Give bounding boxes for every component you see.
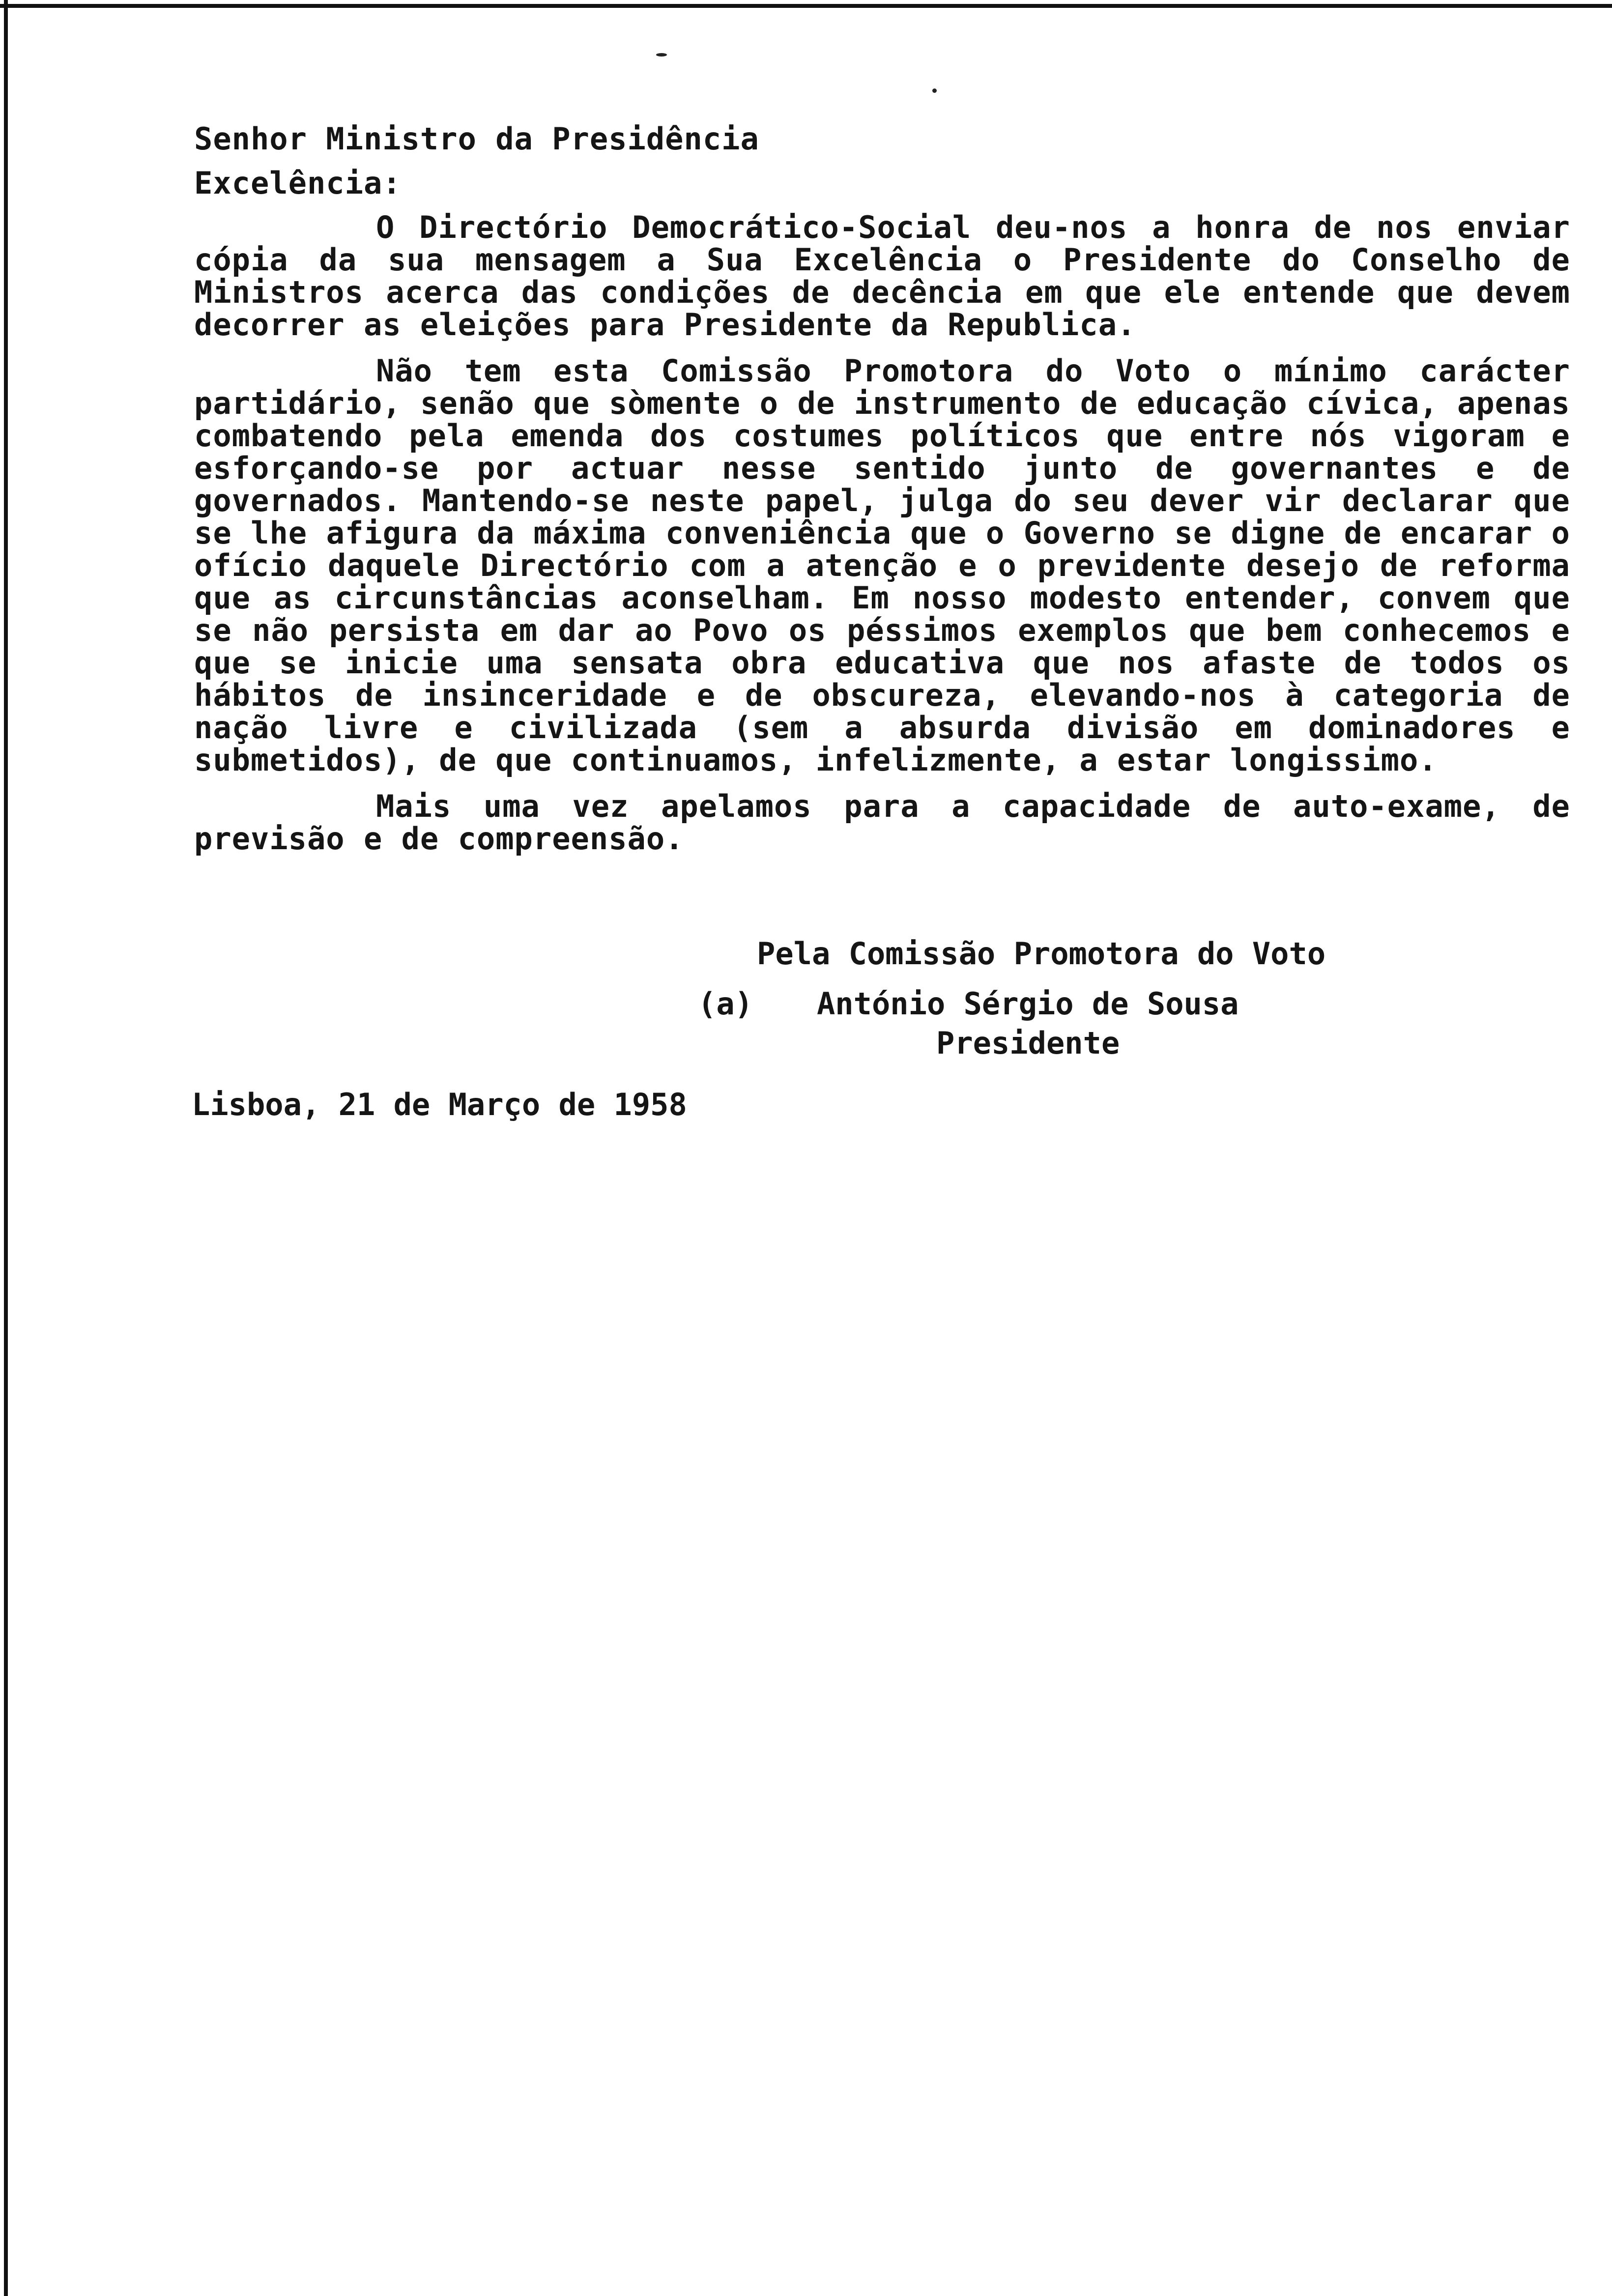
paragraph-3: Mais uma vez apelamos para a capacidade de auto-exame, de previsão e de compreensão. xyxy=(194,788,1570,857)
page-top-edge xyxy=(0,4,1612,8)
signature-mark: (a) xyxy=(698,986,753,1022)
scan-speck xyxy=(656,53,667,57)
paragraph-1: O Directório Democrático-Social deu-nos a honra de nos enviar cópia da sua mensagem a Sua Excelência o Presidente do Conselho de Ministros acerca das condições de decência em que ele entende que devem decorrer as eleições para Presidente da Republica. xyxy=(194,209,1570,343)
signed-on-behalf: Pela Comissão Promotora do Voto xyxy=(757,936,1326,972)
signer-line xyxy=(698,988,1239,1020)
signer-name: António Sérgio de Sousa xyxy=(816,986,1239,1022)
salutation: Excelência: xyxy=(194,165,402,201)
addressee: Senhor Ministro da Presidência xyxy=(194,121,759,157)
signer-title: Presidente xyxy=(936,1025,1120,1061)
place-date: Lisboa, 21 de Março de 1958 xyxy=(192,1087,687,1122)
scan-speck xyxy=(932,88,937,93)
letter-body xyxy=(194,123,1570,869)
paragraph-2: Não tem esta Comissão Promotora do Voto o mínimo carácter partidário, senão que sòmente o de instrumento de educação cívica, apenas combatendo pela emenda dos costumes políticos que entre nós vigoram e esforçando-se por actuar nesse sentido junto de governantes e de governados. Mantendo-se neste papel, julga do seu dever vir declarar que se lhe afigura da máxima conveniência que o Governo se digne de encarar o ofício daquele Directório com a atenção e o previdente desejo de reforma que as circunstâncias aconselham. Em nosso modesto entender, convem que se não persista em dar ao Povo os péssimos exemplos que bem conhecemos e que se inicie uma sensata obra educativa que nos afaste de todos os hábitos de insinceridade e de obscureza, elevando-nos à categoria de nação livre e civilizada (sem a absurda divisão em dominadores e submetidos), de que continuamos, infelizmente, a estar longissimo. xyxy=(194,353,1570,778)
page-left-edge xyxy=(4,0,8,2296)
